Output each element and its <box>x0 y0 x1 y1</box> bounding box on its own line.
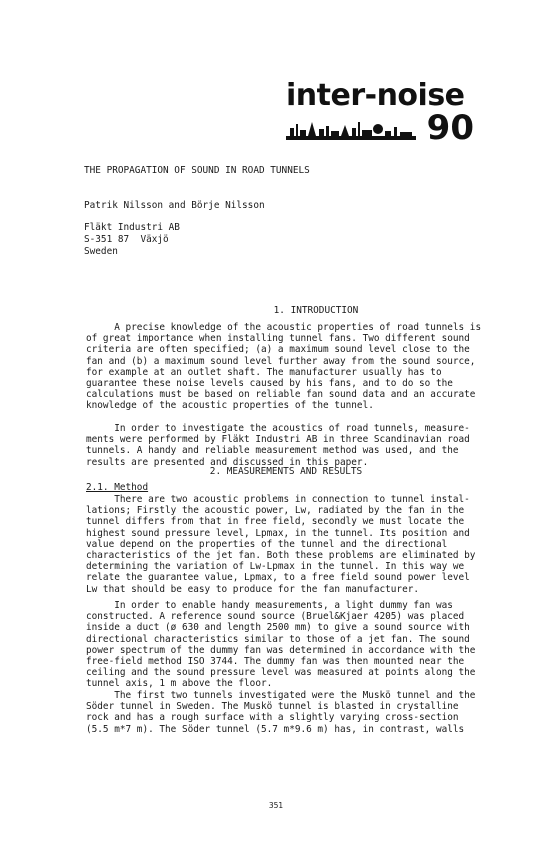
paper-authors: Patrik Nilsson and Börje Nilsson <box>84 200 265 211</box>
intro-paragraph-2: In order to investigate the acoustics of road tunnels, measure- ments were performed by Fläkt Industri AB in three Scandinavian road tunnels. A handy and reliable measurement method was used, and the results are presented and discussed in this paper. <box>86 423 470 468</box>
logo-wordmark: inter-noise <box>286 78 465 113</box>
affiliation-company: Fläkt Industri AB <box>84 222 180 233</box>
measurements-heading: 2. MEASUREMENTS AND RESULTS <box>209 466 363 477</box>
method-paragraph-3: The first two tunnels investigated were the Muskö tunnel and the Söder tunnel in Sweden. The Muskö tunnel is blasted in crystalline rock and has a rough surface with a slightly varying cross-section (5.5 m*7 m). The Söder tunnel (5.7 m*9.6 m) has, in contrast, walls <box>86 690 476 735</box>
page-number: 351 <box>268 801 284 810</box>
intro-heading: 1. INTRODUCTION <box>273 305 359 316</box>
method-paragraph-2: In order to enable handy measurements, a light dummy fan was constructed. A reference sound source (Bruel&Kjaer 4205) was placed inside a duct (ø 630 and length 2500 mm) to give a sound source with directional characteristics similar to those of a jet fan. The sound power spectrum of the dummy fan was determined in accordance with the free-field method ISO 3744. The dummy fan was then mounted near the ceiling and the sound pressure level was measured at points along the tunnel axis, 1 m above the floor. <box>86 600 476 690</box>
method-paragraph-1: There are two acoustic problems in connection to tunnel instal- lations; Firstly the acoustic power, Lw, radiated by the fan in the tunnel differs from that in free field, secondly we must locate the highest sound pressure level, Lpmax, in the tunnel. Its position and value depend on the properties of the tunnel and the directional characteristics of the jet fan. Both these problems are eliminated by determining the variation of Lw-Lpmax in the tunnel. In this way we relate the guarantee value, Lpmax, to a free field sound power level Lw that should be easy to produce for the fan manufacturer. <box>86 494 476 595</box>
method-subheading: 2.1. Method <box>86 482 149 493</box>
affiliation-country: Sweden <box>84 246 118 257</box>
intro-paragraph-1: A precise knowledge of the acoustic properties of road tunnels is of great importance when installing tunnel fans. Two different sound criteria are often specified; (a) a maximum sound level close to the fan and (b) a maximum sound level further away from the sound source, for example at an outlet shaft. The manufacturer usually has to guarantee these noise levels caused by his fans, and to do so the calculations must be based on reliable fan sound data and an accurate knowledge of the acoustic properties of the tunnel. <box>86 322 482 412</box>
paper-title: THE PROPAGATION OF SOUND IN ROAD TUNNELS <box>84 165 310 176</box>
conference-logo <box>286 78 476 148</box>
logo-year: 90 <box>426 108 474 148</box>
city-skyline-icon <box>286 116 416 142</box>
affiliation-address: S-351 87 Växjö <box>84 234 169 245</box>
